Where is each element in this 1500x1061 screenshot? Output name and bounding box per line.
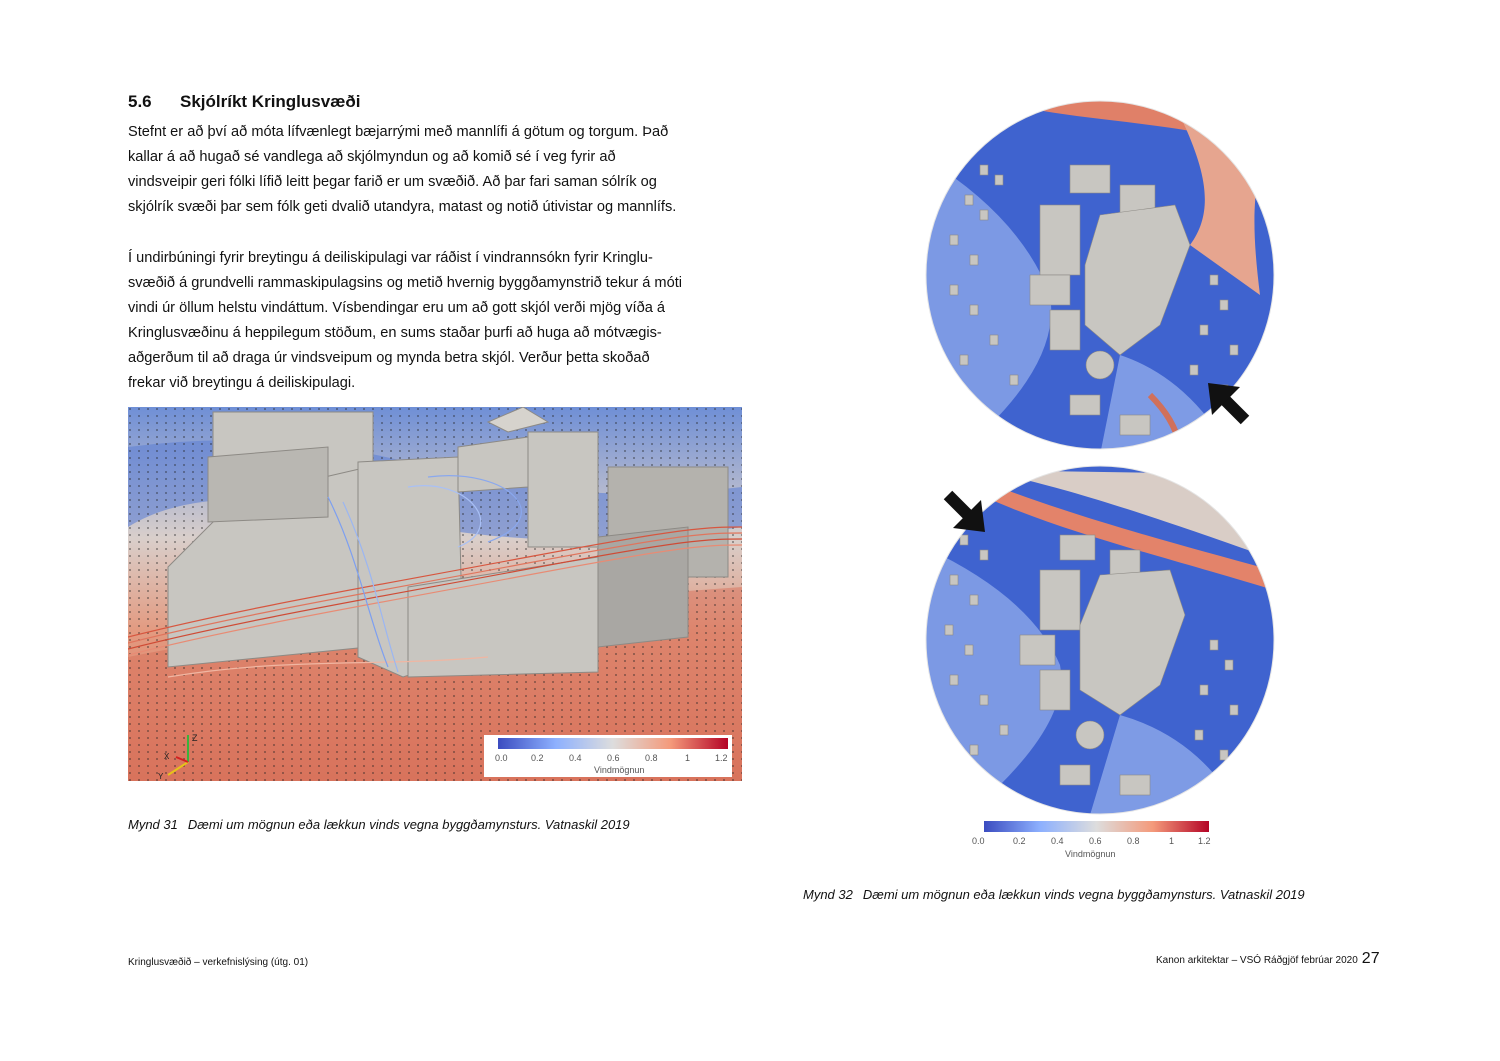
colorbar-tick: 0.6: [607, 753, 620, 763]
wind-direction-arrow: [948, 495, 985, 532]
colorbar-tick: 0.2: [531, 753, 544, 763]
colorbar-tick: 0.4: [569, 753, 582, 763]
axis-y-label: Y: [158, 772, 164, 781]
colorbar-tick: 0.4: [1051, 836, 1064, 846]
colorbar-tick: 0.0: [972, 836, 985, 846]
paragraph-line: skjólrík svæði þar sem fólk geti dvalið utandyra, matast og notið útivistar og mannlífs.: [128, 199, 677, 215]
section-heading: [128, 92, 360, 112]
colorbar-31: [484, 735, 732, 777]
colorbar-tick: 0.0: [495, 753, 508, 763]
footer-left: Kringlusvæðið – verkefnislýsing (útg. 01): [128, 957, 309, 968]
colorbar-title: Vindmögnun: [1065, 849, 1116, 859]
colorbar-tick: 1.2: [715, 753, 728, 763]
paragraph-line: Stefnt er að því að móta lífvænlegt bæjarrými með mannlífi á götum og torgum. Það: [128, 124, 669, 140]
paragraph-line: Í undirbúningi fyrir breytingu á deiliskipulagi var ráðist í vindrannsókn fyrir Kringlu-: [128, 250, 653, 266]
colorbar-title: Vindmögnun: [594, 765, 645, 775]
colorbar-tick: 0.8: [645, 753, 658, 763]
figure-32-caption: [803, 887, 1305, 902]
colorbar-tick: 0.2: [1013, 836, 1026, 846]
colorbar-32: [972, 821, 1211, 859]
paragraph-2: [128, 246, 748, 396]
figure-caption-text: Dæmi um mögnun eða lækkun vinds vegna byggðamynsturs. Vatnaskil 2019: [862, 887, 1305, 902]
paragraph-line: svæðið á grundvelli rammaskipulagsins og metið hvernig byggðamynstrið tekur á móti: [128, 275, 683, 291]
figure-31-caption: [128, 817, 630, 832]
paragraph-1: [128, 120, 748, 220]
paragraph-line: vindsveipir geri fólki lífið leitt þegar farið er um svæðið. Að þar fari saman sólrík og: [128, 174, 657, 190]
axis-x-label: X: [164, 752, 170, 761]
wind-direction-arrow: [1208, 383, 1245, 420]
section-number: 5.6: [128, 92, 152, 111]
paragraph-line: Kringlusvæðinu á heppilegum stöðum, en sums staðar þurfi að huga að mótvægis-: [128, 325, 662, 341]
figure-caption-text: Dæmi um mögnun eða lækkun vinds vegna byggðamynsturs. Vatnaskil 2019: [187, 817, 630, 832]
paragraph-line: aðgerðum til að draga úr vindsveipum og mynda betra skjól. Verður þetta skoðað: [128, 350, 650, 366]
colorbar-tick: 1: [1169, 836, 1175, 846]
colorbar-tick: 1.2: [1198, 836, 1211, 846]
paragraph-line: frekar við breytingu á deiliskipulagi.: [128, 375, 356, 391]
colorbar-tick: 1: [685, 753, 691, 763]
figure-label: Mynd 32: [803, 887, 853, 902]
page-number: 27: [1361, 950, 1380, 967]
footer-credit: Kanon arkitektar – VSÓ Ráðgjöf febrúar 2020: [1156, 955, 1358, 966]
wind-map-circles-figure: [920, 95, 1290, 865]
axis-z-label: Z: [192, 733, 198, 743]
paragraph-line: kallar á að hugað sé vandlega að skjólmyndun og að komið sé í veg fyrir að: [128, 149, 616, 165]
footer-right: [1156, 950, 1380, 968]
paragraph-line: vindi úr öllum helstu vindáttum. Vísbendingar eru um að gott skjól verði mjög víða á: [128, 300, 665, 316]
wind-simulation-3d-figure: [128, 407, 742, 781]
colorbar-tick: 0.8: [1127, 836, 1140, 846]
figure-label: Mynd 31: [128, 817, 178, 832]
wind-map-upper: [920, 95, 1290, 455]
section-title: Skjólríkt Kringlusvæði: [180, 92, 361, 111]
colorbar-tick: 0.6: [1089, 836, 1102, 846]
